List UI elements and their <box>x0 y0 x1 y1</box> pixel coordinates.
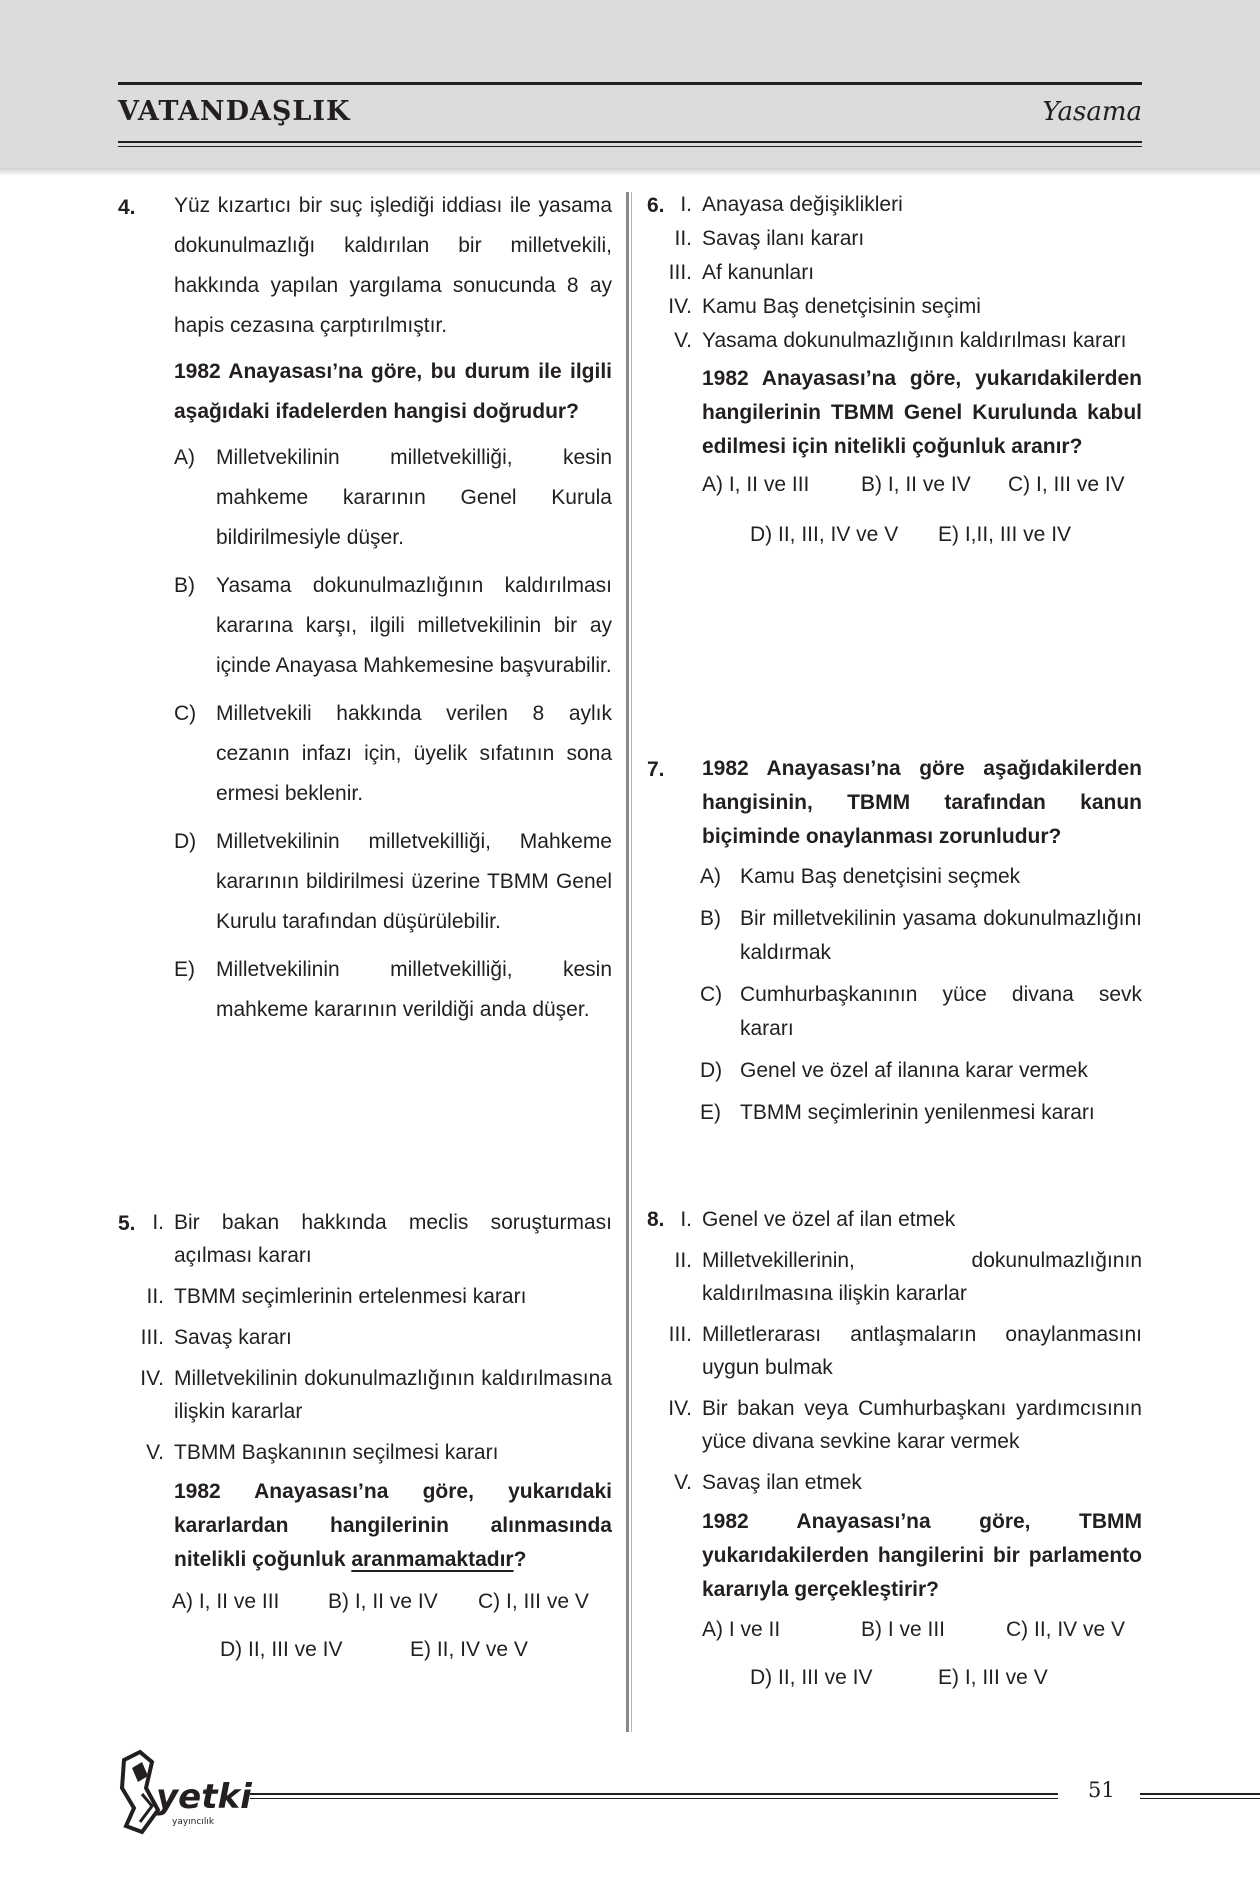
statement-item <box>134 1321 612 1354</box>
statement-text: Savaş kararı <box>174 1326 292 1349</box>
answer-choice[interactable]: D) II, III ve IV <box>750 1666 873 1689</box>
option-label: A) <box>700 865 721 888</box>
answer-choice[interactable]: B) I ve III <box>861 1618 946 1641</box>
question-prompt-emphasis: aranmamaktadır <box>351 1548 514 1571</box>
options-list <box>702 860 1142 1130</box>
statement-label: I. <box>680 193 692 216</box>
statement-text: Af kanunları <box>702 261 815 284</box>
header-rule <box>118 82 1142 85</box>
question-number: 4. <box>118 196 136 219</box>
statement-item <box>662 188 1142 222</box>
statement-label: IV. <box>140 1367 164 1390</box>
option-text: Kamu Baş denetçisini seçmek <box>740 865 1021 888</box>
option-label: D) <box>174 830 197 853</box>
statement-text: TBMM seçimlerinin ertelenmesi kararı <box>174 1285 527 1308</box>
statement-label: III. <box>668 261 692 284</box>
answer-choice[interactable]: B) I, II ve IV <box>328 1590 438 1613</box>
option-label: D) <box>700 1059 723 1082</box>
option[interactable] <box>174 822 612 942</box>
header-shadow <box>0 168 1260 176</box>
question-stem: Yüz kızartıcı bir suç işlediği iddiası ile yasama dokunulmazlığı kaldırılan bir milletvekili, hakkında yapılan yargılama sonucunda 8 ay hapis cezasına çarptırılmıştır. <box>174 194 612 337</box>
statement-text: Bir bakan hakkında meclis soruşturması açılması kararı <box>174 1211 612 1267</box>
option-label: E) <box>174 958 195 981</box>
answer-choice[interactable]: C) I, III ve IV <box>1008 473 1125 496</box>
option-label: B) <box>700 907 721 930</box>
option[interactable] <box>700 978 1142 1046</box>
statement-item <box>662 1392 1142 1458</box>
statement-label: II. <box>674 1249 692 1272</box>
question-4 <box>174 186 612 1030</box>
option-text: Milletvekilinin milletvekilliği, Mahkeme kararının bildirilmesi üzerine TBMM Genel Kurulu tarafından düşürülebilir. <box>216 830 612 933</box>
option-label: E) <box>700 1101 721 1124</box>
question-prompt-end: ? <box>513 1548 527 1571</box>
answer-row <box>702 1613 1142 1653</box>
question-number: 6. <box>647 194 665 217</box>
statement-text: Bir bakan veya Cumhurbaşkanı yardımcısının yüce divana sevkine karar vermek <box>702 1397 1142 1453</box>
chapter-title: Yasama <box>1042 97 1142 127</box>
question-number: 5. <box>118 1212 136 1235</box>
question-7 <box>702 752 1142 1130</box>
statement-item <box>662 324 1142 358</box>
option[interactable] <box>174 566 612 686</box>
option[interactable] <box>700 902 1142 970</box>
answer-row <box>702 1661 1142 1701</box>
statement-text: TBMM Başkanının seçilmesi kararı <box>174 1441 499 1464</box>
option-text: Milletvekili hakkında verilen 8 aylık cezanın infazı için, üyelik sıfatının sona ermesi beklenir. <box>216 702 612 805</box>
answer-row <box>172 1585 612 1625</box>
option[interactable] <box>174 694 612 814</box>
statement-label: II. <box>674 227 692 250</box>
question-prompt: 1982 Anayasası’na göre, bu durum ile ilgili aşağıdaki ifadelerden hangisi doğrudur? <box>174 360 612 423</box>
option-text: Genel ve özel af ilanına karar vermek <box>740 1059 1088 1082</box>
statement-text: Anayasa değişiklikleri <box>702 193 903 216</box>
statement-label: II. <box>146 1285 164 1308</box>
logo-subtext: yayıncılık <box>172 1817 215 1827</box>
publisher-logo <box>112 1748 262 1838</box>
answer-row <box>174 1633 612 1673</box>
question-prompt: 1982 Anayasası’na göre aşağıdakilerden hangisinin, TBMM tarafından kanun biçiminde onaylanması zorunludur? <box>702 757 1142 848</box>
statement-text: Genel ve özel af ilan etmek <box>702 1208 956 1231</box>
statement-text: Milletvekilinin dokunulmazlığının kaldırılmasına ilişkin kararlar <box>174 1367 612 1423</box>
statement-item <box>134 1206 612 1272</box>
yetki-logo-icon <box>112 1748 262 1838</box>
statement-item <box>662 222 1142 256</box>
statement-item <box>662 1203 1142 1236</box>
question-prompt: 1982 Anayasası’na göre, yukarıdakilerden hangilerinin TBMM Genel Kurulunda kabul edilmesi için nitelikli çoğunluk aranır? <box>702 367 1142 458</box>
book-title: VATANDAŞLIK <box>118 96 351 127</box>
option[interactable] <box>700 1096 1142 1130</box>
statement-text: Savaş ilanı kararı <box>702 227 865 250</box>
answer-choice[interactable]: A) I, II ve III <box>702 473 810 496</box>
statement-item <box>134 1436 612 1469</box>
statement-text: Yasama dokunulmazlığının kaldırılması kararı <box>702 329 1127 352</box>
answer-choice[interactable]: D) II, III, IV ve V <box>750 523 899 546</box>
question-8 <box>668 1203 1142 1701</box>
question-prompt <box>174 1475 612 1577</box>
option-label: C) <box>700 983 723 1006</box>
answer-choice[interactable]: E) I, III ve V <box>938 1666 1048 1689</box>
option[interactable] <box>700 1054 1142 1088</box>
statement-item <box>134 1362 612 1428</box>
statement-item <box>662 1244 1142 1310</box>
option[interactable] <box>174 438 612 558</box>
logo-wordmark: yetki <box>156 1777 252 1817</box>
question-number: 8. <box>647 1208 665 1231</box>
statement-label: IV. <box>668 295 692 318</box>
header-rule <box>118 146 1142 147</box>
footer-rule <box>250 1793 1058 1795</box>
footer-rule <box>1140 1798 1260 1799</box>
statement-label: III. <box>668 1323 692 1346</box>
header-rule <box>118 141 1142 143</box>
options-list <box>174 438 612 1030</box>
answer-choice[interactable]: D) II, III ve IV <box>220 1638 343 1661</box>
option-label: A) <box>174 446 195 469</box>
answer-row <box>702 518 1142 558</box>
option-text: TBMM seçimlerinin yenilenmesi kararı <box>740 1101 1095 1124</box>
option[interactable] <box>174 950 612 1030</box>
statement-label: I. <box>152 1211 164 1234</box>
statement-item <box>662 256 1142 290</box>
statement-label: V. <box>674 1471 692 1494</box>
answer-choice[interactable]: B) I, II ve IV <box>861 473 971 496</box>
question-prompt: 1982 Anayasası’na göre, TBMM yukarıdakilerden hangilerini bir parlamento kararıyla gerçekleştirir? <box>702 1510 1142 1601</box>
page-number: 51 <box>1088 1778 1115 1802</box>
answer-row <box>702 468 1142 508</box>
option-text: Milletvekilinin milletvekilliği, kesin mahkeme kararının verildiği anda düşer. <box>216 958 612 1021</box>
statement-item <box>134 1280 612 1313</box>
statement-text: Kamu Baş denetçisinin seçimi <box>702 295 981 318</box>
answer-choice[interactable]: C) I, III ve V <box>478 1590 589 1613</box>
column-divider <box>626 192 629 1732</box>
option-label: B) <box>174 574 195 597</box>
statement-label: I. <box>680 1208 692 1231</box>
answer-choice[interactable]: A) I, II ve III <box>172 1590 280 1613</box>
option-label: C) <box>174 702 197 725</box>
statement-label: V. <box>674 329 692 352</box>
statement-label: III. <box>140 1326 164 1349</box>
statement-text: Milletvekillerinin, dokunulmazlığının kaldırılmasına ilişkin kararlar <box>702 1249 1142 1305</box>
footer-rule <box>1140 1793 1260 1795</box>
statement-item <box>662 290 1142 324</box>
answer-choice[interactable]: E) I,II, III ve IV <box>938 523 1072 546</box>
question-6 <box>668 188 1142 558</box>
footer-rule <box>250 1798 1058 1799</box>
question-prompt-text: 1982 Anayasası’na göre, yukarıdaki kararlardan hangilerinin alınmasında nitelikli çoğunluk <box>174 1480 612 1571</box>
answer-choice[interactable]: E) II, IV ve V <box>410 1638 528 1661</box>
option-text: Yasama dokunulmazlığının kaldırılması kararına karşı, ilgili milletvekilinin bir ay içinde Anayasa Mahkemesine başvurabilir. <box>216 574 612 677</box>
answer-choice[interactable]: C) II, IV ve V <box>1006 1618 1126 1641</box>
option-text: Milletvekilinin milletvekilliği, kesin mahkeme kararının Genel Kurula bildirilmesiyle düşer. <box>216 446 612 549</box>
statement-label: IV. <box>668 1397 692 1420</box>
statement-label: V. <box>146 1441 164 1464</box>
question-5 <box>140 1206 612 1673</box>
option-text: Cumhurbaşkanının yüce divana sevk kararı <box>740 983 1142 1040</box>
statement-text: Milletlerarası antlaşmaların onaylanmasını uygun bulmak <box>702 1323 1142 1379</box>
column-divider <box>631 192 632 1732</box>
statement-item <box>662 1466 1142 1499</box>
question-number: 7. <box>647 758 665 781</box>
option-text: Bir milletvekilinin yasama dokunulmazlığını kaldırmak <box>740 907 1142 964</box>
option[interactable] <box>700 860 1142 894</box>
answer-choice[interactable]: A) I ve II <box>702 1618 781 1641</box>
statement-item <box>662 1318 1142 1384</box>
statement-text: Savaş ilan etmek <box>702 1471 862 1494</box>
